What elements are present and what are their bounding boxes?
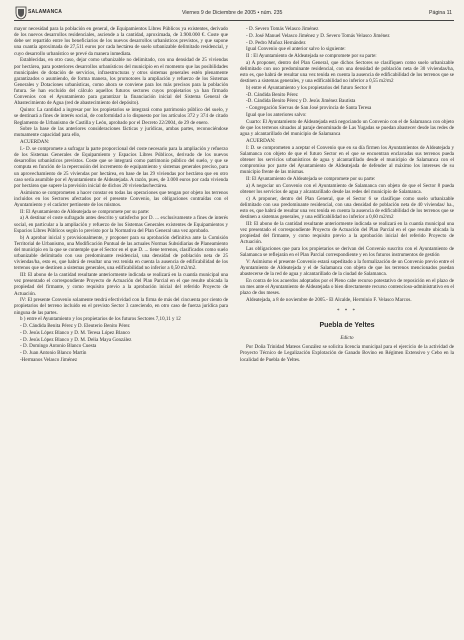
list-item: - D. Jesús López Blanco y D. M. Teresa López Blanco [20, 329, 130, 336]
list-item: -D. Cándida Benito Pérez y D. Jesús Jiménez Bautista [246, 98, 356, 105]
page-number: Página 11 [429, 10, 452, 16]
paragraph: b ) entre el Ayuntamiento y los propietarios de los futuros Sectores 7,10,11 y 12 [20, 316, 181, 323]
section-subtitle: Edicto [340, 335, 354, 342]
coat-of-arms-icon [14, 6, 28, 20]
paragraph: IV: El presente Convenio solamente tendrá efectividad con la firma de más del cincuenta por ciento de propietarios del terreno incluido en el previsto Sector 3 careciendo, en otro caso de fuerza jurídica para ninguna de las partes. [14, 297, 228, 316]
list-item: - D. Pedro Muñoz Hernández [246, 39, 306, 46]
paragraph-heading: ACUERDAN: [20, 139, 50, 146]
paragraph: Igual Convenio que el anterior salvo lo siguiente: [246, 46, 346, 53]
paragraph: c) A proponer, dentro del Plan General, que el Sector 6 se clasifique como suelo urbanizable delimitado con uso predominante residencial, con una densidad de población neta de 40 viviendas/ ha., esto es, que habrá de resultar una vez tenida en cuenta la ausencia de edificabilidad de los terrenos que se destinen a sistemas generales, y una edificabilidad no inferior a 0,60 m2/m2 [240, 195, 454, 221]
paragraph: III: El abono de la cantidad resultante anteriormente indicada se realizará en la cuantía municipal una vez presentado el correspondiente Proyecto de Actuación del Plan Parcial en el que resulte ubicada la propiedad del firmante, y como requisito previo a la aprobación inicial del referido Proyecto de Actuación. [240, 220, 454, 246]
paragraph: Cuarto: El Ayuntamiento de Aldeatejada está negociando un Convenio con el de Salamanca con objeto de que los terrenos situados al paraje denominado de Las Yugadas se puedan abastecer desde las redes de agua y alcantarillado del municipio de Salamanca [240, 118, 454, 138]
left-column [14, 26, 228, 632]
list-item: - D. José Manuel Velasco Jiménez y D. Severo Tomás Velasco Jiménez [246, 32, 390, 39]
paragraph: Sobre la base de las anteriores consideraciones fácticas y jurídicas, ambas partes, reconociéndose mutuamente capacidad para ello, [14, 126, 228, 139]
right-column [240, 26, 454, 632]
paragraph-heading: ACUERDAN: [246, 137, 276, 144]
paragraph: a) A destinar el coste sufragado antes descrito y satisfecho por D. ... exclusivamente a fines de interés social, en particular a la ampliación y refuerzo de los Sistemas Generales existentes de Equipamientos y Espacios Libres Públicos según lo previsto por la Normativa del Plan General una vez aprobado. [14, 215, 228, 234]
list-item: - D. Cándida Benita Pérez y D. Eleuterio Benito Pérez [20, 323, 130, 330]
list-item: -D. Cándida Benito Pérez [246, 91, 298, 98]
paragraph: Igual que los anteriores salvo: [246, 111, 307, 118]
paragraph: III: El abono de la cantidad resultante anteriormente indicada se realizará en la cuantía municipal una vez presentado el correspondiente Proyecto de Actuación del Plan Parcial en el que resulte ubicada la propiedad del firmante, y como requisito previo a la aprobación inicial del referido Proyecto de Actuación. [14, 272, 228, 297]
list-item: - Congregación Siervas de San José provincia de Santa Teresa [246, 105, 372, 112]
header-rule [14, 20, 454, 21]
publication-logo [14, 6, 72, 20]
paragraph: En contra de los acuerdos adoptados por el Pleno cabe recurso potestativo de reposición en el plazo de un mes ante el Ayuntamiento de Aldeatejada o bien directamente recurso contencioso-administrativo en el plazo de dos meses. [240, 277, 454, 297]
paragraph: V: Asimismo el presente Convenio estará supeditado a la formalización de un Convenio previo entre el Ayuntamiento de Aldeatejada y el de Salamanca con objeto de que los terrenos mencionados puedan abastecerse de la red de agua y alcantarillado de la ciudad de Salamanca. [240, 258, 454, 278]
list-item: -Hermanos Velasco Jiménez [20, 356, 78, 363]
list-item: - D. Severo Tomás Velasco Jiménez [246, 26, 319, 32]
list-item: - D. Domingo Antonio Blanco Cuesta [20, 343, 97, 350]
paragraph: Por Doña Trinidad Mateos González se solicita licencia municipal para el ejercicio de la actividad de Proyecto Técnico de Legalización Explotación de Ganado Bovino en Régimen Extensivo y Cebo en la localidad de Puebla de Yeltes. [240, 344, 454, 363]
paragraph: Las obligaciones que para los propietarios se derivan del Convenio suscrito con el Ayuntamiento de Salamanca se reflejarán en el Plan Parcial correspondiente y en los futuros instrumentos de gestión [240, 246, 454, 259]
paragraph: Quinto: La cantidad a ingresar por los propietarios se integrará como patrimonio público del suelo, y se destinará a fines de interés social, de conformidad a lo dispuesto por los artículos 372 y 374 de citado Reglamento de Urbanismo de Castilla y León, aprobado por el Decreto 22/2004, de 29 de enero. [14, 107, 228, 126]
paragraph: II: El Ayuntamiento de Aldeatejada se compromete por su parte: [246, 175, 376, 182]
publication-name: SALAMANCA [28, 9, 63, 15]
paragraph: I.- D. se compromete a sufragar la parte proporcional del coste necesario para la ampliación y refuerzo de los Sistemas Generales de Equipamiento y Espacios Libres Públicos, derivado de los nuevos desarrollos urbanísticos previstos. Coste que se integrará como patrimonio público del suelo, y que se computa en función de la repercusión del incremento de equipamiento y sistemas generales preciso, para un aprovechamiento de 25 viviendas por hectárea, en base de las 29 viviendas por hectárea que en otro caso sería asumible por el Ayuntamiento de Aldeatejada. A razón, pues, de 3.000 euros por cada vivienda por hectárea que supere la previsión inicial de dichos 20 viviendas/hectárea. [14, 145, 228, 189]
paragraph: Establecidas, en otro caso, dejar como urbanizable no delimitado, con una densidad de 25 viviendas por hectárea, para posteriores desarrollos urbanísticos del municipio en el momento que las posibilidades municipales de dotación de servicios, infraestructuras y otros sistemas generales estén plenamente garantizados o asumiendo, de forma manera, los promotores la ampliación y refuerzo de los Sistemas Generales y Dotaciones urbanísticas, como ahora se conviene para los más precisos para la población futura. Se han excluido del cálculo aquellos futuros sectores cuyos propietarios ya han firmado Convenios con el Ayuntamiento para garantizar la financiación inicial del Sistema General de Abastecimiento de Agua (red de abastecimiento del depósito). [14, 57, 228, 107]
issue-date: Viernes 9 de Diciembre de 2005 • núm. 235 [182, 10, 283, 16]
paragraph: mayor necesidad para la población en general, de Equipamientos Libres Públicos ya existentes, derivado de los nuevos desarrollos residenciales, asciende a la cantidad, aproximada, de 3.900.000 €. Coste que debe ser repartido entre los beneficiarios de los nuevos desarrollos urbanísticos previstos, y que supone una cuantía aproximada de 27,511 euros por cada hectárea de suelo urbanizable delimitado residencial, y cuyo desarrollo urbanístico se prevé da manera inmediata. [14, 26, 228, 57]
page-header [14, 6, 454, 22]
paragraph: b) A aprobar inicial y provisionalmente, y proponer para su aprobación definitiva ante la Comisión Territorial de Urbanismo, una Modificación Puntual de las actuales Normas Subsidiarias de Planeamiento del municipio en la que se contemple que el Sector en el que D. ... tiene terrenos, clasificados como suelo urbanizable delimitado con uso predominante residencial, una densidad de población neta de 25 viviendas/ha, esto es, que habrá de resultar una vez tenida en cuenta la ausencia de edificabilidad de los terrenos que se destinen a sistemas generales, una edificabilidad no inferior a 0,50 m2/m2. [14, 234, 228, 272]
paragraph: a) A negociar un Convenio con el Ayuntamiento de Salamanca con objeto de que el Sector 8 pueda obtener los servicios de agua y alcantarillado desde las redes del municipio de Salamanca. [240, 182, 454, 195]
list-item: - D. Juan Antonio Blanco Martín [20, 350, 87, 357]
paragraph: a) A proponer, dentro del Plan General, que dichos Sectores se clasifiquen como suelo urbanizable delimitado con uso predominante residencial, con una densidad de población neta de 30 viviendas/ha, esto es, que habrá de resultar una vez tenida en cuenta la ausencia de edificabilidad de los terrenos que se destinen a sistemas generales, y una edificabilidad no inferior a 0,55 m2/m2 [240, 59, 454, 85]
list-item: - D. Jesús López Blanco y D. M. Delia Maya González [20, 336, 132, 343]
section-title: Puebla de Yeltes [319, 322, 375, 330]
paragraph: II : El Ayuntamiento de Aldeatejada se compromete por su parte: [246, 53, 377, 59]
newspaper-page [14, 6, 454, 634]
paragraph: Aldeatejada, a 8 de noviembre de 2005.- El Alcalde, Herminio F. Velasco Marcos. [246, 297, 412, 304]
paragraph: Asimismo se comprometen a hacer constar en todas las operaciones que tengan por objeto los terrenos incluidos en los Sectores afectados por el presente Convenio, las obligaciones contraídas con el Ayuntamiento y el carácter pertinente de los mismos. [14, 189, 228, 208]
paragraph: b) entre el Ayuntamiento y los propietarios del futuro Sector 8 [246, 84, 372, 91]
section-separator: * * * [337, 309, 357, 315]
paragraph: II: El Ayuntamiento de Aldeatejada se compromete por su parte: [20, 208, 150, 215]
paragraph: I: D. se comprometen a aceptar el Convenio que en su día firmen los Ayuntamientos de Aldeatejada y Salamanca con objeto de que el futuro Sector en el que se encuentran enclavadas sus terrenos pueda obtener los servicios urbanísticos de agua y alcantarillado desde el municipio de Salamanca con el compromiso por parte del Ayuntamiento de Aldeatejada de defender al máximo los intereses de su municipio frente de las mismas. [240, 144, 454, 176]
